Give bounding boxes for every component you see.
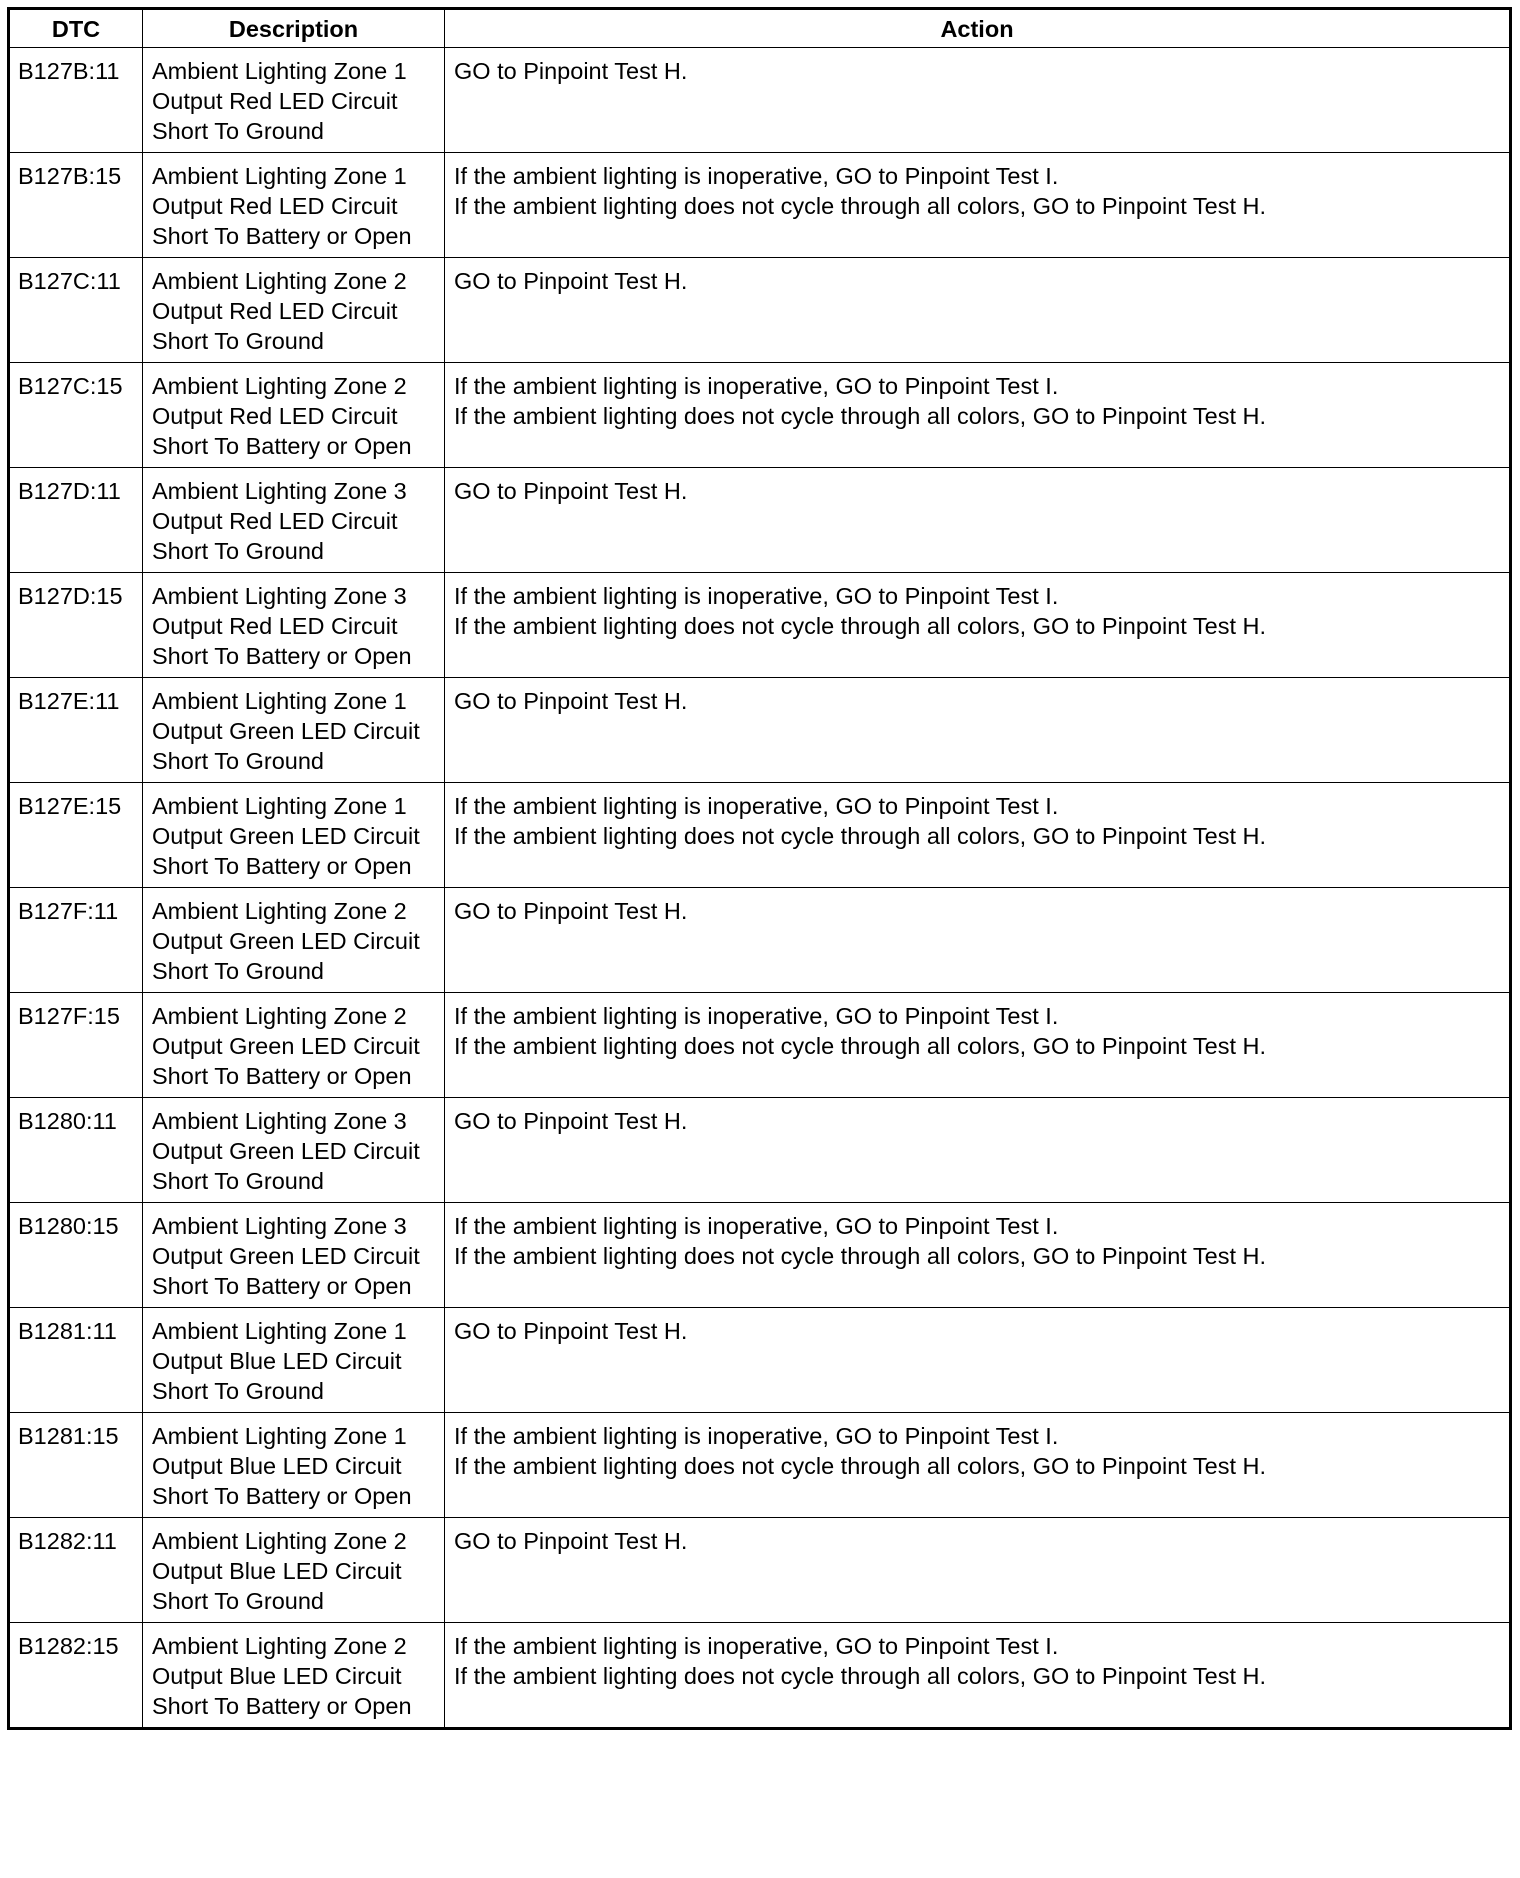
table-row bbox=[9, 258, 1511, 363]
description-cell: Ambient Lighting Zone 3 Output Red LED Circuit Short To Battery or Open bbox=[143, 573, 445, 678]
action-cell bbox=[445, 573, 1511, 678]
action-line: If the ambient lighting does not cycle through all colors, GO to Pinpoint Test H. bbox=[454, 403, 1267, 429]
action-cell bbox=[445, 48, 1511, 153]
action-line: GO to Pinpoint Test H. bbox=[454, 1108, 688, 1134]
action-line: If the ambient lighting is inoperative, GO to Pinpoint Test I. bbox=[454, 1003, 1059, 1029]
action-cell bbox=[445, 1098, 1511, 1203]
description-cell: Ambient Lighting Zone 2 Output Red LED Circuit Short To Ground bbox=[143, 258, 445, 363]
table-row bbox=[9, 363, 1511, 468]
table-body bbox=[9, 48, 1511, 1729]
table-row bbox=[9, 153, 1511, 258]
action-line: GO to Pinpoint Test H. bbox=[454, 898, 688, 924]
table-row bbox=[9, 1413, 1511, 1518]
description-cell: Ambient Lighting Zone 2 Output Blue LED Circuit Short To Ground bbox=[143, 1518, 445, 1623]
dtc-code-cell: B127D:15 bbox=[9, 573, 143, 678]
action-cell bbox=[445, 993, 1511, 1098]
description-cell: Ambient Lighting Zone 1 Output Green LED Circuit Short To Battery or Open bbox=[143, 783, 445, 888]
dtc-code-cell: B127B:15 bbox=[9, 153, 143, 258]
dtc-code-cell: B1280:11 bbox=[9, 1098, 143, 1203]
action-line: If the ambient lighting does not cycle through all colors, GO to Pinpoint Test H. bbox=[454, 1033, 1267, 1059]
description-cell: Ambient Lighting Zone 3 Output Green LED Circuit Short To Battery or Open bbox=[143, 1203, 445, 1308]
action-cell bbox=[445, 888, 1511, 993]
table-row bbox=[9, 1308, 1511, 1413]
action-cell bbox=[445, 153, 1511, 258]
table-row bbox=[9, 1623, 1511, 1729]
action-line: If the ambient lighting is inoperative, GO to Pinpoint Test I. bbox=[454, 583, 1059, 609]
action-line: GO to Pinpoint Test H. bbox=[454, 1318, 688, 1344]
description-cell: Ambient Lighting Zone 1 Output Blue LED Circuit Short To Battery or Open bbox=[143, 1413, 445, 1518]
action-line: GO to Pinpoint Test H. bbox=[454, 268, 688, 294]
action-line: GO to Pinpoint Test H. bbox=[454, 688, 688, 714]
description-cell: Ambient Lighting Zone 2 Output Green LED Circuit Short To Ground bbox=[143, 888, 445, 993]
action-line: If the ambient lighting does not cycle through all colors, GO to Pinpoint Test H. bbox=[454, 1453, 1267, 1479]
dtc-code-cell: B1281:15 bbox=[9, 1413, 143, 1518]
action-line: If the ambient lighting is inoperative, GO to Pinpoint Test I. bbox=[454, 793, 1059, 819]
action-cell bbox=[445, 1203, 1511, 1308]
action-cell bbox=[445, 363, 1511, 468]
dtc-code-cell: B127C:15 bbox=[9, 363, 143, 468]
header-description: Description bbox=[143, 9, 445, 48]
description-cell: Ambient Lighting Zone 3 Output Green LED Circuit Short To Ground bbox=[143, 1098, 445, 1203]
action-line: If the ambient lighting is inoperative, GO to Pinpoint Test I. bbox=[454, 1633, 1059, 1659]
header-dtc: DTC bbox=[9, 9, 143, 48]
dtc-code-cell: B127F:15 bbox=[9, 993, 143, 1098]
dtc-code-cell: B127E:15 bbox=[9, 783, 143, 888]
action-cell bbox=[445, 1413, 1511, 1518]
action-cell bbox=[445, 1518, 1511, 1623]
table-row bbox=[9, 48, 1511, 153]
table-row bbox=[9, 993, 1511, 1098]
dtc-code-cell: B1282:11 bbox=[9, 1518, 143, 1623]
table-row bbox=[9, 1203, 1511, 1308]
description-cell: Ambient Lighting Zone 2 Output Red LED Circuit Short To Battery or Open bbox=[143, 363, 445, 468]
table-row bbox=[9, 468, 1511, 573]
action-cell bbox=[445, 258, 1511, 363]
action-line: GO to Pinpoint Test H. bbox=[454, 58, 688, 84]
table-row bbox=[9, 1518, 1511, 1623]
dtc-code-cell: B127B:11 bbox=[9, 48, 143, 153]
description-cell: Ambient Lighting Zone 1 Output Red LED Circuit Short To Ground bbox=[143, 48, 445, 153]
header-row bbox=[9, 9, 1511, 48]
action-line: If the ambient lighting does not cycle through all colors, GO to Pinpoint Test H. bbox=[454, 193, 1267, 219]
action-line: If the ambient lighting is inoperative, GO to Pinpoint Test I. bbox=[454, 373, 1059, 399]
dtc-code-cell: B1280:15 bbox=[9, 1203, 143, 1308]
dtc-code-cell: B127D:11 bbox=[9, 468, 143, 573]
action-cell bbox=[445, 1623, 1511, 1729]
dtc-table bbox=[7, 7, 1512, 1730]
dtc-code-cell: B127F:11 bbox=[9, 888, 143, 993]
action-line: GO to Pinpoint Test H. bbox=[454, 1528, 688, 1554]
description-cell: Ambient Lighting Zone 1 Output Green LED Circuit Short To Ground bbox=[143, 678, 445, 783]
action-cell bbox=[445, 678, 1511, 783]
table-row bbox=[9, 678, 1511, 783]
dtc-code-cell: B1282:15 bbox=[9, 1623, 143, 1729]
description-cell: Ambient Lighting Zone 2 Output Green LED Circuit Short To Battery or Open bbox=[143, 993, 445, 1098]
header-action: Action bbox=[445, 9, 1511, 48]
dtc-code-cell: B1281:11 bbox=[9, 1308, 143, 1413]
action-line: If the ambient lighting does not cycle through all colors, GO to Pinpoint Test H. bbox=[454, 1243, 1267, 1269]
table-row bbox=[9, 888, 1511, 993]
action-line: If the ambient lighting is inoperative, GO to Pinpoint Test I. bbox=[454, 1423, 1059, 1449]
table-header bbox=[9, 9, 1511, 48]
table-row bbox=[9, 573, 1511, 678]
dtc-code-cell: B127C:11 bbox=[9, 258, 143, 363]
action-line: GO to Pinpoint Test H. bbox=[454, 478, 688, 504]
action-cell bbox=[445, 783, 1511, 888]
action-line: If the ambient lighting does not cycle through all colors, GO to Pinpoint Test H. bbox=[454, 1663, 1267, 1689]
action-cell bbox=[445, 1308, 1511, 1413]
action-cell bbox=[445, 468, 1511, 573]
action-line: If the ambient lighting is inoperative, GO to Pinpoint Test I. bbox=[454, 163, 1059, 189]
description-cell: Ambient Lighting Zone 1 Output Blue LED Circuit Short To Ground bbox=[143, 1308, 445, 1413]
action-line: If the ambient lighting does not cycle through all colors, GO to Pinpoint Test H. bbox=[454, 823, 1267, 849]
description-cell: Ambient Lighting Zone 1 Output Red LED Circuit Short To Battery or Open bbox=[143, 153, 445, 258]
table-row bbox=[9, 1098, 1511, 1203]
table-row bbox=[9, 783, 1511, 888]
dtc-code-cell: B127E:11 bbox=[9, 678, 143, 783]
description-cell: Ambient Lighting Zone 3 Output Red LED Circuit Short To Ground bbox=[143, 468, 445, 573]
action-line: If the ambient lighting does not cycle through all colors, GO to Pinpoint Test H. bbox=[454, 613, 1267, 639]
description-cell: Ambient Lighting Zone 2 Output Blue LED Circuit Short To Battery or Open bbox=[143, 1623, 445, 1729]
action-line: If the ambient lighting is inoperative, GO to Pinpoint Test I. bbox=[454, 1213, 1059, 1239]
